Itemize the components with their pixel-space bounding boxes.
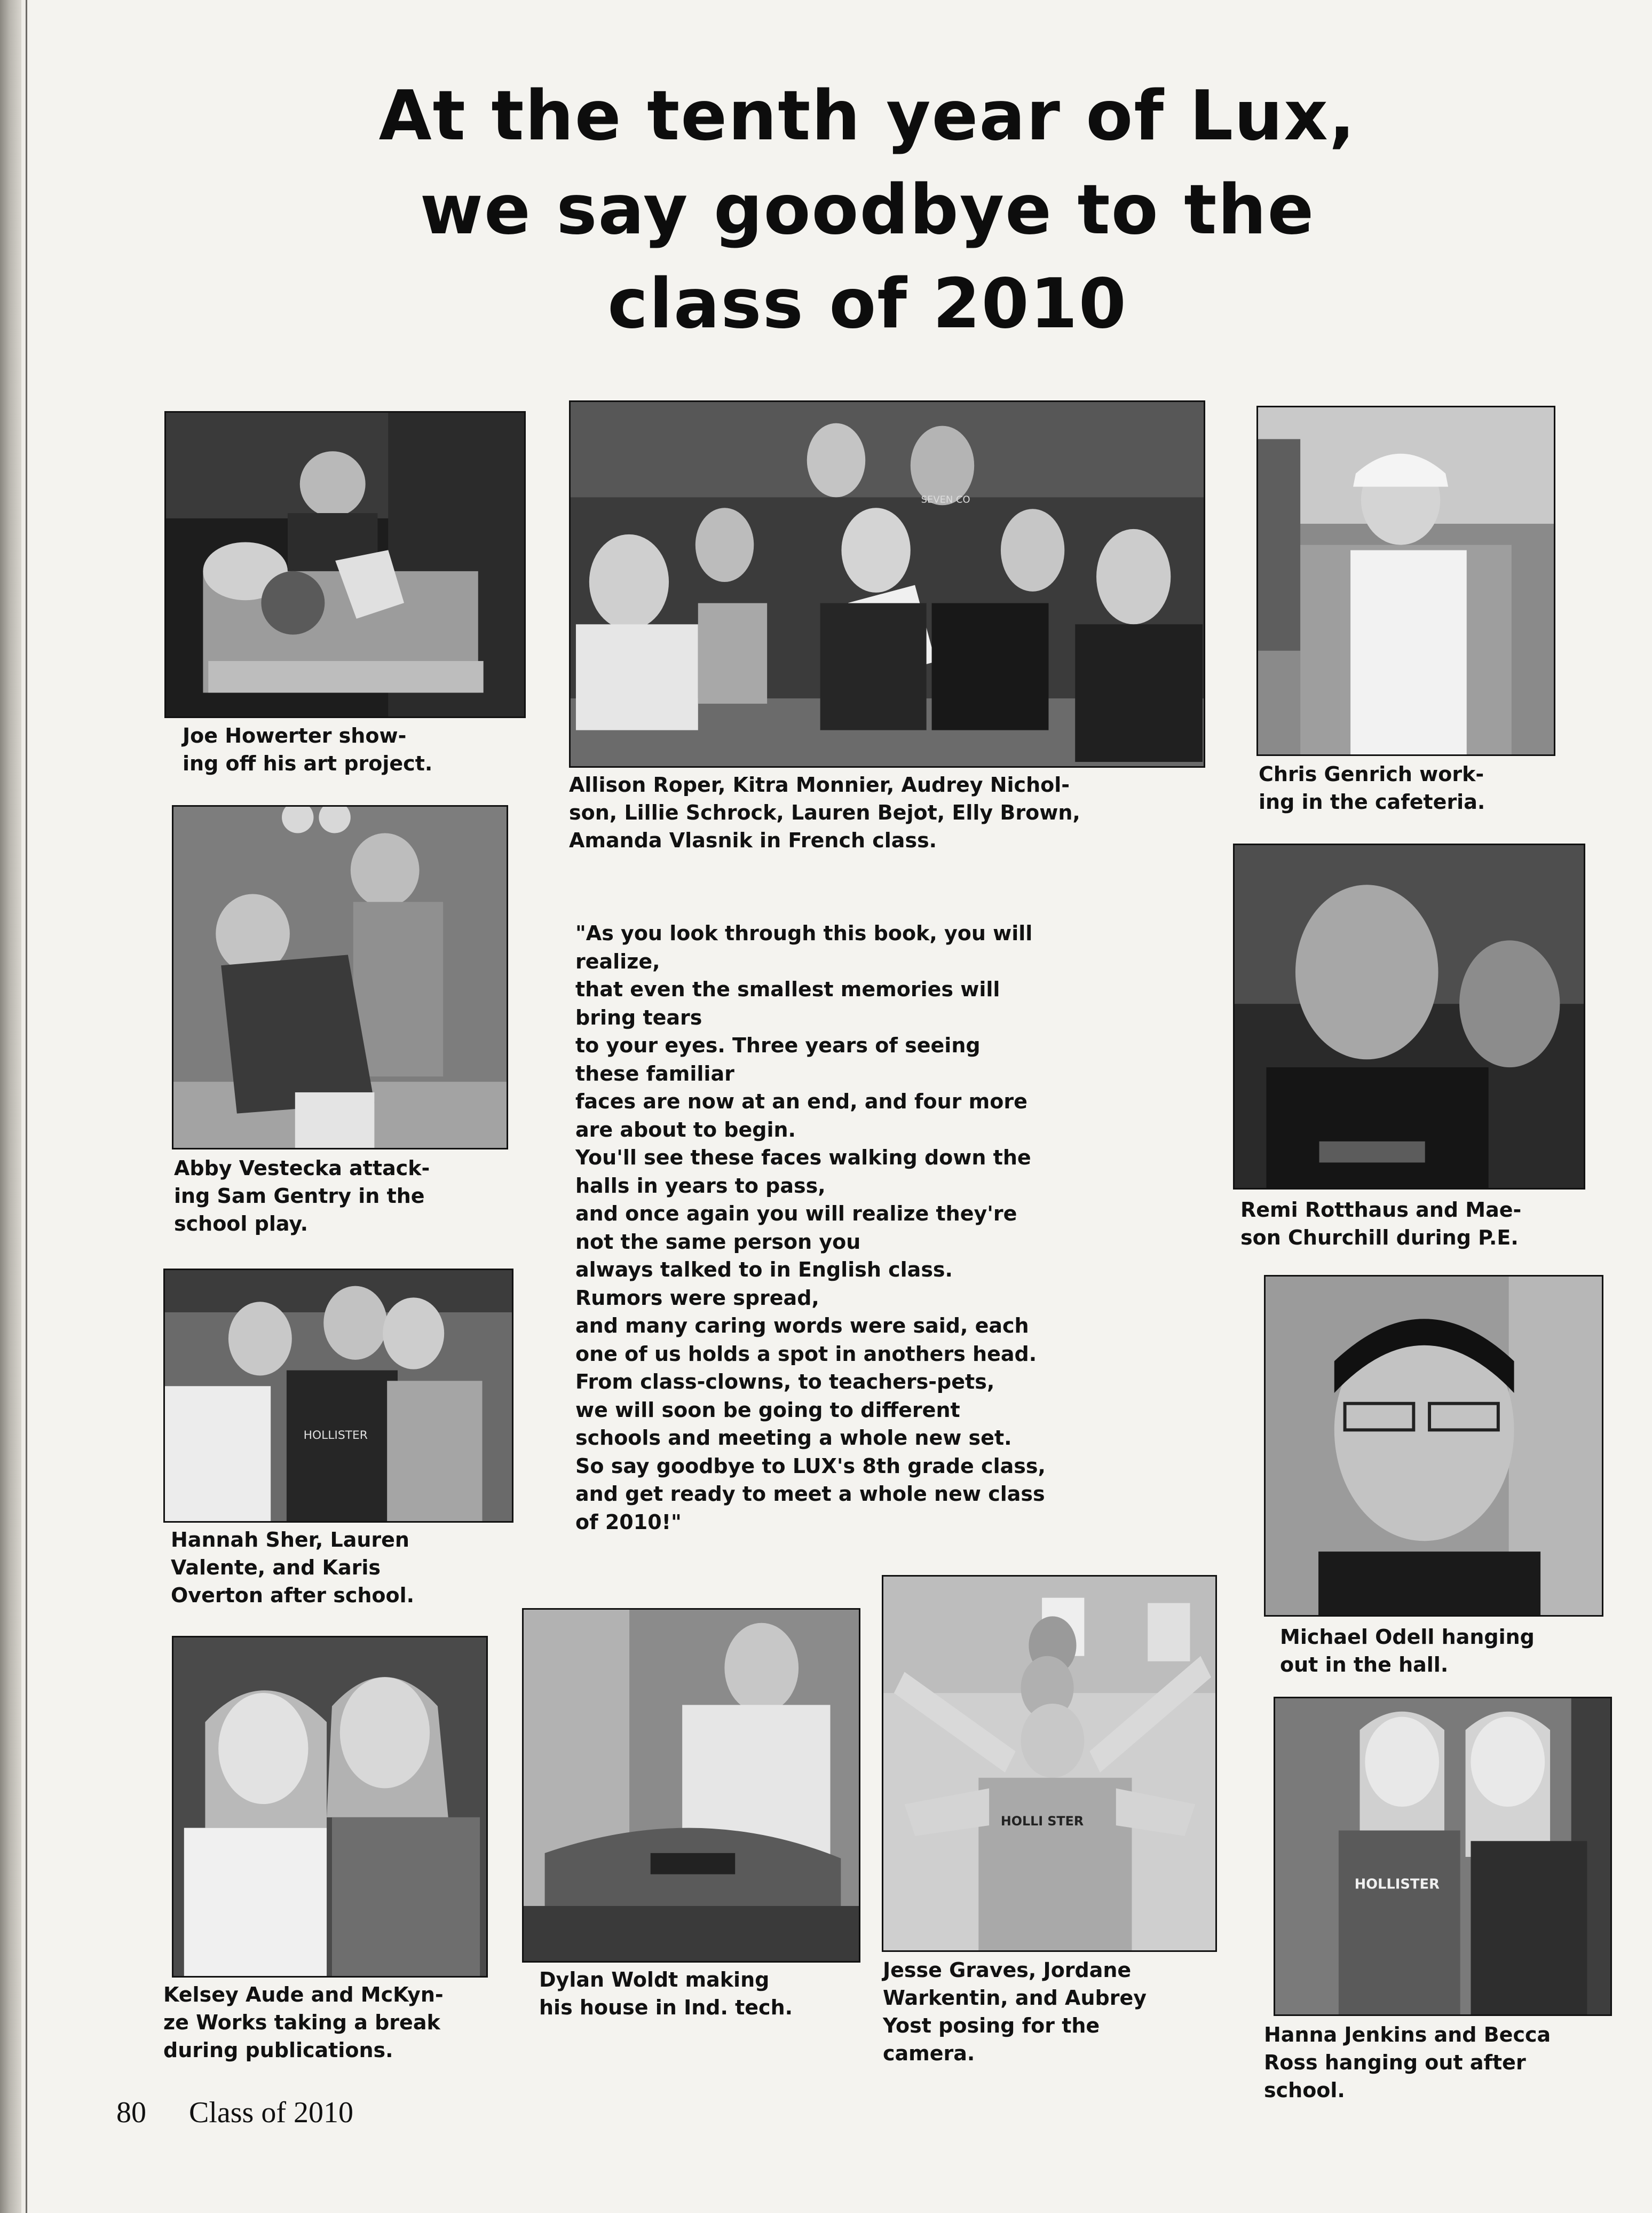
quote-line: and many caring words were said, each [575,1314,1029,1337]
caption-jesse-line: camera. [883,2042,975,2065]
book-spine [0,0,21,2213]
quote-line: You'll see these faces walking down the [575,1146,1031,1169]
caption-french-class [569,771,1210,854]
quote-line: to your eyes. Three years of seeing [575,1034,981,1057]
farewell-quote [575,919,1163,1536]
section-name: Class of 2010 [189,2096,353,2129]
caption-hanna-line: Hanna Jenkins and Becca [1264,2023,1551,2046]
caption-dylan-line: Dylan Woldt making [539,1968,770,1991]
shirt-sevenco-text: SEVEN CO [921,494,970,506]
photo-chris-cafeteria [1256,406,1555,756]
caption-abby-line: ing Sam Gentry in the [174,1184,425,1208]
quote-line: Rumors were spread, [575,1286,819,1310]
caption-kelsey-line: Kelsey Aude and McKyn- [163,1983,444,2006]
caption-joe [183,722,524,777]
page-number: 80 [116,2096,146,2129]
quote-line: So say goodbye to LUX's 8th grade class, [575,1454,1046,1478]
caption-remi [1240,1196,1603,1251]
photo-jesse-posing [882,1575,1217,1952]
caption-hanna [1264,2021,1616,2104]
quote-line: faces are now at an end, and four more [575,1090,1027,1113]
quote-line: one of us holds a spot in anothers head. [575,1342,1037,1366]
caption-kelsey [163,1981,505,2064]
photo-hannah-after-school [163,1269,513,1523]
photo-hanna-after-school [1274,1697,1612,2016]
caption-jesse-line: Yost posing for the [883,2014,1100,2037]
caption-kelsey-line: ze Works taking a break [163,2011,440,2034]
page-headline [107,69,1628,351]
quote-line: "As you look through this book, you will [575,922,1033,945]
caption-hannah-line: Hannah Sher, Lauren [171,1528,409,1552]
quote-line: and get ready to meet a whole new class [575,1482,1045,1506]
caption-michael-line: out in the hall. [1280,1653,1449,1676]
headline-line-1: At the tenth year of Lux, [378,76,1356,156]
caption-abby [174,1154,516,1238]
caption-jesse-line: Warkentin, and Aubrey [883,1986,1147,2010]
photo-joe-art-project [164,411,526,718]
photo-french-class [569,400,1205,768]
caption-dylan-line: his house in Ind. tech. [539,1996,793,2019]
caption-abby-line: Abby Vestecka attack- [174,1156,430,1180]
caption-hannah [171,1526,512,1609]
photo-remi-pe [1233,844,1585,1190]
caption-dylan [539,1966,870,2021]
caption-joe-line: ing off his art project. [183,752,433,775]
shirt-hollister-text: HOLLISTER [303,1428,368,1442]
quote-line: and once again you will realize they're [575,1202,1017,1225]
caption-hanna-line: school. [1264,2078,1345,2102]
shirt-hollister-text: HOLLISTER [1354,1876,1440,1893]
quote-line: schools and meeting a whole new set. [575,1426,1012,1450]
caption-michael-line: Michael Odell hanging [1280,1625,1535,1649]
quote-line: are about to begin. [575,1117,796,1141]
photo-michael-hall [1264,1275,1603,1617]
caption-michael [1280,1623,1611,1679]
caption-abby-line: school play. [174,1212,309,1235]
caption-joe-line: Joe Howerter show- [183,724,407,747]
caption-french-line: Amanda Vlasnik in French class. [569,829,937,852]
quote-line: that even the smallest memories will [575,978,1000,1001]
caption-hannah-line: Valente, and Karis [171,1556,381,1579]
caption-french-line: Allison Roper, Kitra Monnier, Audrey Nichol- [569,773,1070,797]
caption-chris-line: Chris Genrich work- [1259,762,1484,786]
spine-edge [26,0,27,2213]
quote-line: bring tears [575,1005,702,1029]
caption-chris-line: ing in the cafeteria. [1259,790,1485,814]
quote-line: these familiar [575,1061,734,1085]
quote-line: we will soon be going to different [575,1398,960,1422]
caption-hannah-line: Overton after school. [171,1584,415,1607]
headline-line-2: we say goodbye to the [420,170,1315,250]
quote-line: of 2010!" [575,1510,682,1534]
caption-remi-line: son Churchill during P.E. [1240,1226,1519,1249]
page-folio [116,2096,396,2130]
caption-kelsey-line: during publications. [163,2038,393,2062]
caption-jesse-line: Jesse Graves, Jordane [883,1958,1132,1982]
photo-kelsey-publications [172,1636,488,1978]
caption-chris [1259,760,1558,816]
quote-line: always talked to in English class. [575,1258,953,1281]
caption-hanna-line: Ross hanging out after [1264,2051,1526,2074]
headline-line-3: class of 2010 [607,264,1127,344]
quote-line: halls in years to pass, [575,1174,826,1198]
quote-line: not the same person you [575,1230,861,1254]
quote-line: realize, [575,949,660,973]
caption-french-line: son, Lillie Schrock, Lauren Bejot, Elly Brown, [569,801,1080,824]
shirt-holli-ster-text: HOLLI STER [1000,1813,1084,1829]
photo-dylan-ind-tech [522,1608,860,1963]
caption-remi-line: Remi Rotthaus and Mae- [1240,1198,1522,1222]
caption-jesse [883,1956,1224,2067]
quote-line: From class-clowns, to teachers-pets, [575,1370,995,1393]
photo-abby-school-play [172,805,508,1149]
